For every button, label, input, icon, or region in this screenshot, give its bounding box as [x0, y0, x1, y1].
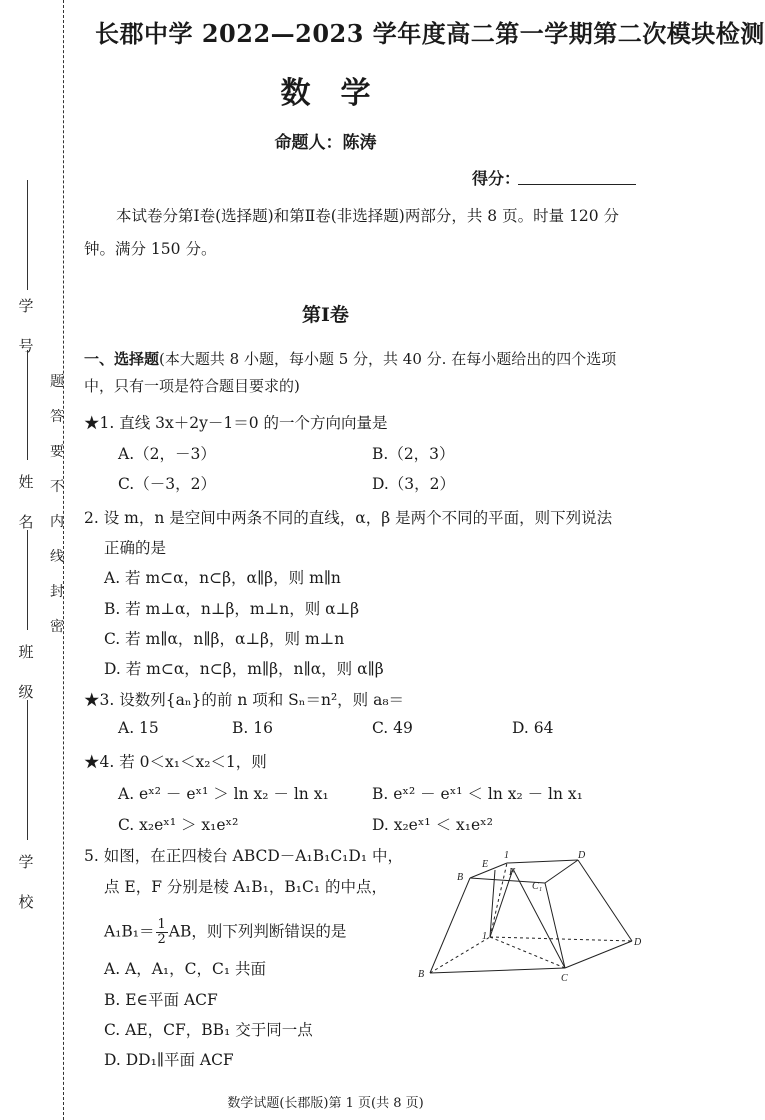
edge-CD-front: [565, 941, 632, 968]
lateral-2: [545, 883, 565, 968]
question-3-stem: ★3. 设数列{aₙ}的前 n 项和 Sₙ＝n²，则 a₈＝: [84, 691, 405, 709]
question-3-option-b: B. 16: [232, 719, 273, 737]
question-5-stem-2: 点 E，F 分别是棱 A₁B₁，B₁C₁ 的中点，: [104, 878, 387, 896]
question-3-option-d: D. 64: [512, 719, 554, 737]
question-3-option-a: A. 15: [118, 719, 159, 737]
lateral-3: [578, 860, 632, 941]
margin-field-name: 姓 名: [18, 473, 34, 531]
fraction-numerator: 1: [157, 917, 166, 932]
question-5-stem-3-pre: A₁B₁＝: [104, 922, 155, 941]
label-D: D: [634, 937, 642, 948]
score-blank: [518, 184, 636, 185]
fraction-denominator: 2: [157, 932, 166, 947]
question-1-option-c: C.（－3，2）: [118, 475, 216, 493]
label-D1: D: [578, 850, 586, 861]
score-label: 得分：: [472, 169, 521, 188]
question-2-stem-cont: 正确的是: [104, 539, 167, 557]
margin-field-school: 学 校: [18, 853, 34, 911]
question-2-option-d: D. 若 m⊂α，n⊂β，m∥β，n∥α，则 α∥β: [104, 660, 384, 678]
question-1-option-d: D.（3，2）: [372, 475, 456, 493]
edge-top-4: [545, 860, 578, 883]
part-heading: 第Ⅰ卷: [302, 304, 349, 326]
question-4-option-c: C. x₂eˣ¹ ＞ x₁eˣ²: [118, 816, 239, 834]
label-A1: 1: [504, 850, 509, 861]
label-B: B: [418, 969, 425, 980]
name-blank: [27, 530, 28, 630]
edge-top-2: [507, 860, 578, 863]
question-5-option-a: A. A，A₁，C，C₁ 共面: [104, 960, 267, 978]
question-5-option-d: D. DD₁∥平面 ACF: [104, 1051, 234, 1069]
edge-hidden-2: [490, 937, 632, 941]
edge-hidden-1: [430, 937, 490, 973]
question-4-option-a: A. eˣ² － eˣ¹ ＞ ln x₂ － ln x₁: [118, 785, 329, 803]
question-5-stem-1: 5. 如图，在正四棱台 ABCD－A₁B₁C₁D₁ 中，: [84, 847, 403, 865]
question-2-option-c: C. 若 m∥α，n∥β，α⊥β，则 m⊥n: [104, 630, 345, 648]
question-4-stem: ★4. 若 0＜x₁＜x₂＜1，则: [84, 753, 267, 771]
fraction-one-half: [156, 918, 168, 947]
exam-intro: 本试卷分第Ⅰ卷(选择题)和第Ⅱ卷(非选择题)两部分，共 8 页。时量 120 分钟。满分 150 分。: [84, 207, 620, 258]
line-AE: [490, 870, 495, 937]
question-4-option-d: D. x₂eˣ¹ ＜ x₁eˣ²: [372, 816, 493, 834]
margin-field-student-id: 学 号: [18, 297, 34, 355]
edge-top-1: [470, 863, 507, 878]
class-blank: [27, 700, 28, 840]
question-5-option-c: C. AE，CF，BB₁ 交于同一点: [104, 1021, 313, 1039]
diag-AC: [490, 937, 565, 968]
question-1-option-b: B.（2，3）: [372, 445, 455, 463]
question-3-option-c: C. 49: [372, 719, 413, 737]
subject-title: 数 学: [280, 76, 371, 111]
question-2-stem: 2. 设 m，n 是空间中两条不同的直线，α，β 是两个不同的平面，则下列说法: [84, 509, 613, 527]
label-B1: B: [457, 872, 464, 883]
label-F: F: [509, 867, 516, 878]
section-heading: [84, 346, 640, 400]
student-id-blank-2: [27, 350, 28, 460]
author-line: 命题人：陈涛: [274, 133, 377, 153]
margin-field-class: 班 级: [18, 643, 34, 701]
lateral-1: [430, 878, 470, 973]
label-C1: C₁: [532, 881, 543, 892]
section-head: 一、选择题: [84, 350, 160, 368]
question-4-option-b: B. eˣ² － eˣ¹ ＜ ln x₂ － ln x₁: [372, 785, 583, 803]
margin-notice: 题 答 要 不 内 线 封 密: [50, 374, 64, 635]
edge-AB-front: [430, 968, 565, 973]
page-footer: 数学试题(长郡版)第 1 页(共 8 页): [227, 1096, 424, 1111]
question-1-option-a: A.（2，－3）: [118, 445, 216, 463]
question-5-stem-3-post: AB，则下列判断错误的是: [168, 922, 347, 941]
question-5-stem-3: [104, 918, 346, 947]
label-C: C: [561, 973, 568, 984]
question-2-option-b: B. 若 m⊥α，n⊥β，m⊥n，则 α⊥β: [104, 600, 360, 618]
student-id-blank: [27, 180, 28, 290]
question-1-stem: ★1. 直线 3x＋2y－1＝0 的一个方向向量是: [84, 414, 388, 432]
exam-title: 长郡中学 2022—2023 学年度高二第一学期第二次模块检测: [95, 19, 765, 48]
label-E: E: [482, 859, 489, 870]
question-5-option-b: B. E∈平面 ACF: [104, 991, 218, 1009]
label-A: 1: [482, 931, 487, 942]
frustum-figure: [410, 845, 642, 985]
question-2-option-a: A. 若 m⊂α，n⊂β，α∥β，则 m∥n: [104, 569, 341, 587]
section-desc: (本大题共 8 小题，每小题 5 分，共 40 分. 在每小题给出的四个选项中，只有一项是符合题目要求的): [84, 350, 617, 395]
